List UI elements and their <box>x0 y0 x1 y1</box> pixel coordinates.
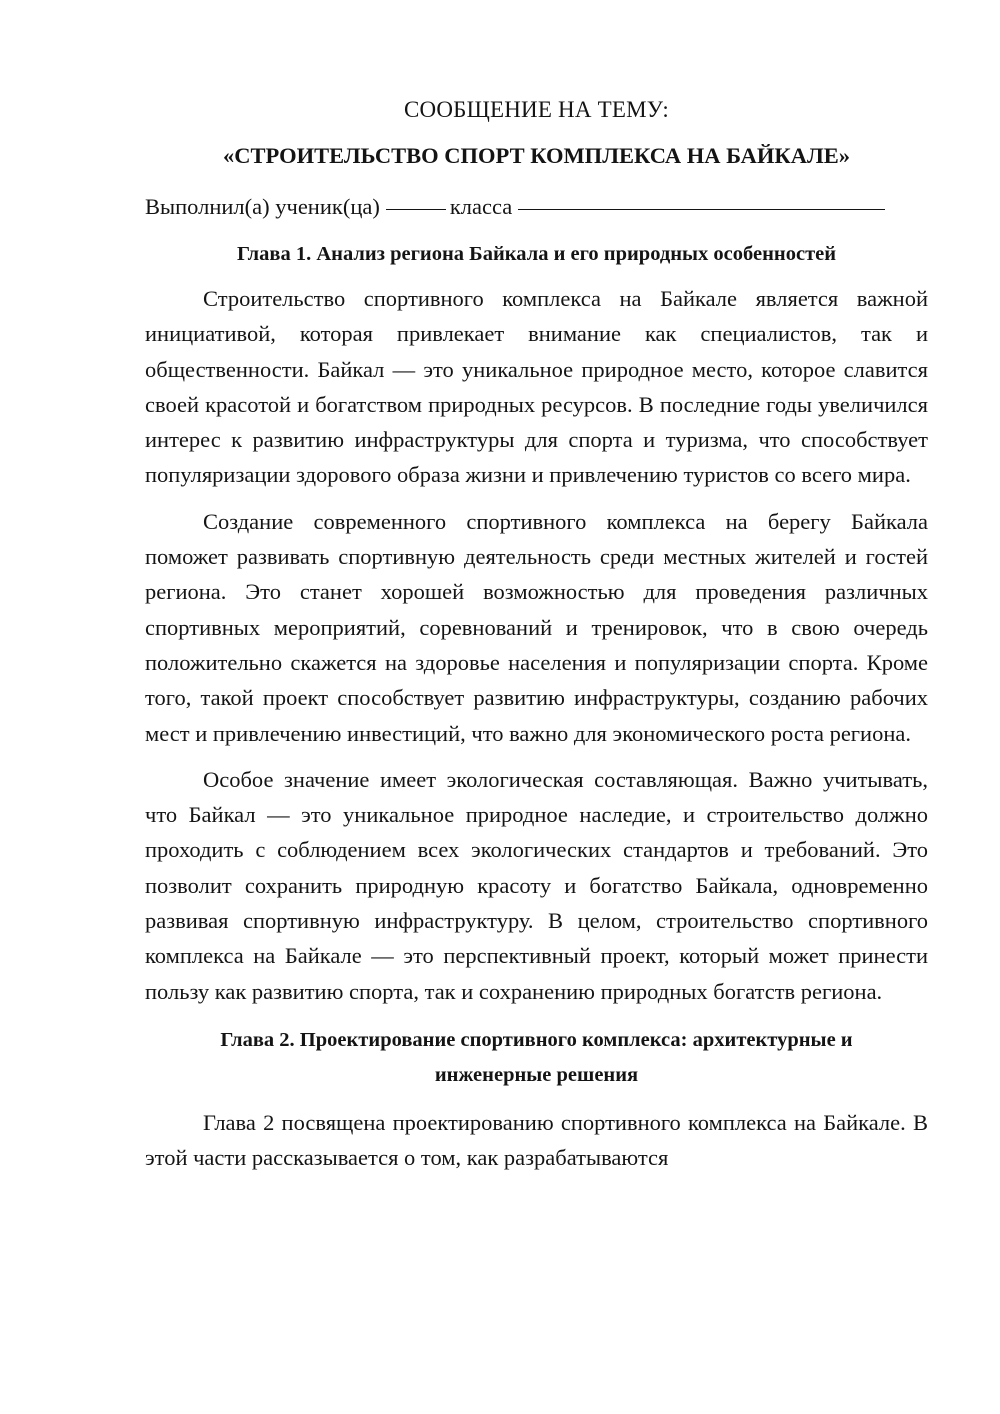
chapter2-paragraph-1: Глава 2 посвящена проектированию спортивного комплекса на Байкале. В этой части рассказывается о том, как разрабатываются <box>145 1109 928 1171</box>
chapter1-heading: Глава 1. Анализ региона Байкала и его природных особенностей <box>236 243 837 265</box>
document-title-label: СООБЩЕНИЕ НА ТЕМУ: <box>404 97 669 122</box>
chapter1-paragraph-3: Особое значение имеет экологическая составляющая. Важно учитывать, что Байкал — это уникальное природное наследие, и строительство должно проходить с соблюдением всех экологических стандартов и требований. Это позволит сохранить природную красоту и богатство Байкала, одновременно развивая спортивную инфраструктуру. В целом, строительство спортивного комплекса на Байкале — это перспективный проект, который может принести пользу как развитию спорта, так и сохранению природных богатств региона. <box>145 766 928 1004</box>
chapter1-paragraph-1: Строительство спортивного комплекса на Байкале является важной инициативой, которая привлекает внимание как специалистов, так и общественности. Байкал — это уникальное природное место, которое славится своей красотой и богатством природных ресурсов. В последние годы увеличился интерес к развитию инфраструктуры для спорта и туризма, что способствует популяризации здорового образа жизни и привлечению туристов со всего мира. <box>145 286 928 488</box>
chapter2-heading-line1: Глава 2. Проектирование спортивного комплекса: архитектурные и <box>220 1028 853 1051</box>
document-content <box>145 92 928 1176</box>
author-line <box>145 189 928 225</box>
author-class-word: класса <box>449 194 513 219</box>
student-name-blank <box>518 185 885 210</box>
document-title: «СТРОИТЕЛЬСТВО СПОРТ КОМПЛЕКСА НА БАЙКАЛЕ» <box>222 143 851 168</box>
chapter2-heading-line2: инженерные решения <box>434 1063 639 1086</box>
author-prefix: Выполнил(а) ученик(ца) <box>145 194 380 219</box>
chapter2-heading <box>145 1023 928 1093</box>
chapter1-paragraph-2: Создание современного спортивного комплекса на берегу Байкала поможет развивать спортивную деятельность среди местных жителей и гостей региона. Это станет хорошей возможностью для проведения различных спортивных мероприятий, соревнований и тренировок, что в свою очередь положительно скажется на здоровье населения и популяризации спорта. Кроме того, такой проект способствует развитию инфраструктуры, созданию рабочих мест и привлечению инвестиций, что важно для экономического роста региона. <box>145 508 928 746</box>
class-number-blank <box>386 185 446 210</box>
